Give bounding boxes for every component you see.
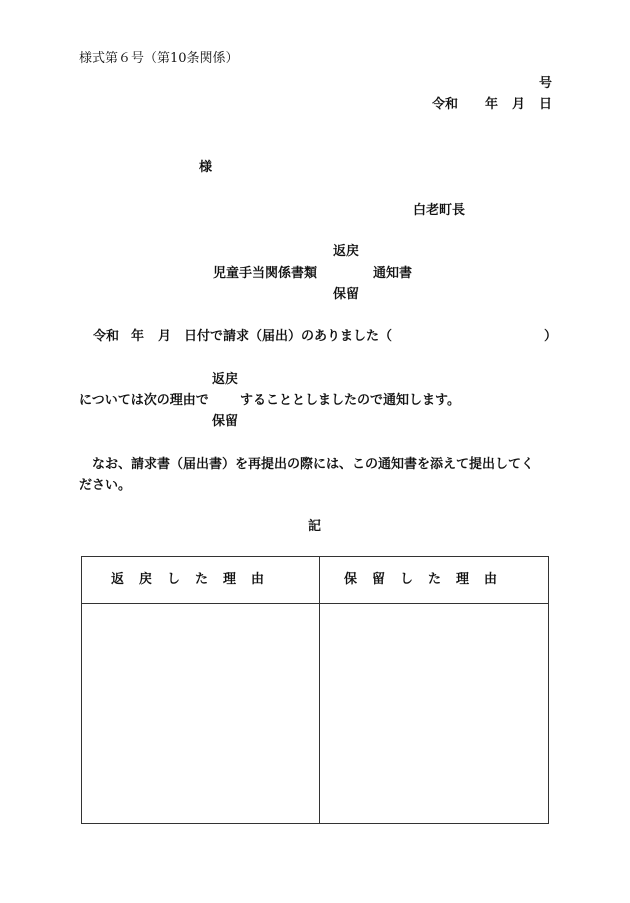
addressee-suffix: 様	[199, 160, 213, 175]
title-notice: 通知書	[373, 266, 413, 281]
body-era: 令和	[93, 329, 120, 344]
hold-reason-field[interactable]	[320, 604, 548, 823]
ki-heading: 記	[308, 519, 322, 534]
body-option-return: 返戻	[212, 372, 239, 387]
title-subject: 児童手当関係書類	[213, 266, 318, 281]
date-month: 月	[512, 97, 526, 112]
return-reason-header: 返戻した理由	[111, 572, 280, 587]
date-era: 令和	[432, 97, 459, 112]
form-number: 様式第６号（第10条関係）	[79, 51, 239, 66]
date-day: 日	[539, 97, 553, 112]
note-line-2: ださい。	[79, 478, 132, 493]
date-year: 年	[485, 97, 499, 112]
note-line-1: なお、請求書（届出書）を再提出の際には、この通知書を添えて提出してく	[92, 457, 535, 472]
body-request-text: 日付で請求（届出）のありました（	[184, 329, 393, 344]
body-option-hold: 保留	[212, 414, 239, 429]
body-reason-text: については次の理由で	[79, 393, 209, 408]
title-option-hold: 保留	[333, 287, 360, 302]
reason-table	[81, 556, 549, 824]
title-option-return: 返戻	[333, 244, 360, 259]
number-suffix: 号	[539, 76, 553, 91]
hold-reason-header: 保留した理由	[344, 572, 513, 587]
return-reason-field[interactable]	[82, 604, 319, 823]
body-month: 月	[158, 329, 172, 344]
body-notice-text: することとしましたので通知します。	[240, 393, 460, 408]
body-close-paren: ）	[544, 329, 558, 344]
body-year: 年	[131, 329, 145, 344]
sender-name: 白老町長	[413, 203, 466, 218]
